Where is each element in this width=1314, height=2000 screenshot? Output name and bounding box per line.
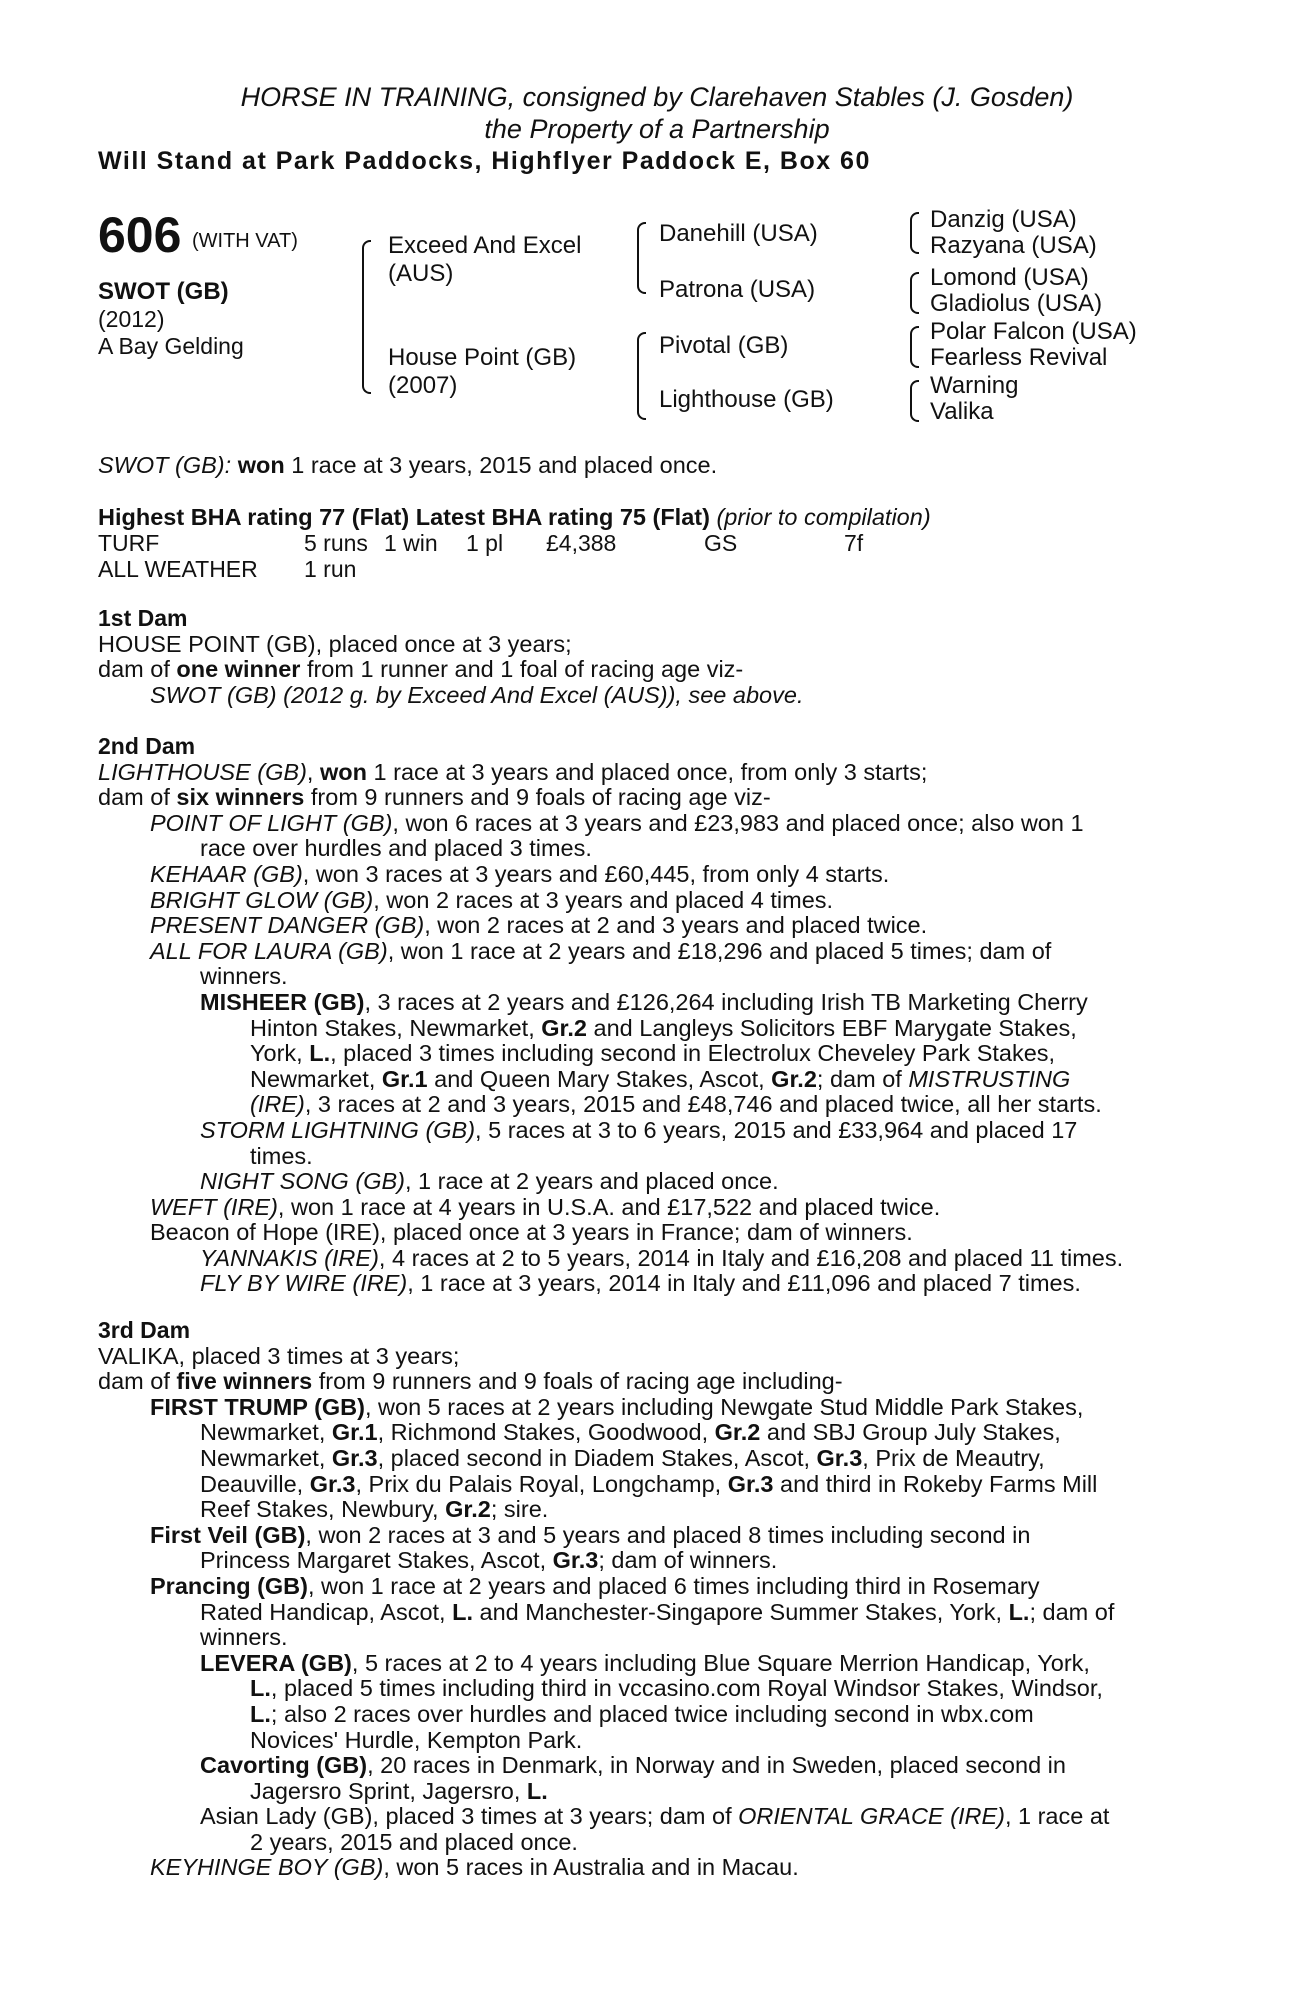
dam: House Point (GB) (2007) — [388, 344, 577, 399]
sire-sire-sire: Danzig (USA) — [930, 206, 1077, 233]
stand-location: Will Stand at Park Paddocks, Highflyer Paddock E, Box 60 — [98, 147, 871, 175]
sire-dam-dam: Gladiolus (USA) — [930, 290, 1103, 317]
brace-g3 — [910, 326, 919, 368]
brace-g4 — [910, 380, 919, 422]
first-dam-heading: 1st Dam — [98, 605, 188, 631]
sire-sire-dam: Razyana (USA) — [930, 232, 1097, 259]
ratings-line: Highest BHA rating 77 (Flat) Latest BHA rating 75 (Flat) (prior to compilation) — [98, 504, 931, 530]
sire-parents-brace — [637, 222, 646, 294]
third-dam-section: 3rd Dam VALIKA, placed 3 times at 3 years; dam of five winners from 9 runners and 9 foals of racing age including- FIRST TRUMP (GB), won 5 races at 2 years including Newgate Stud Middle Park Stakes, Newmarket, Gr.1, Richmond Stakes, Goodwood, Gr.2 and SBJ Group July Stakes, Newmarket, Gr.3, placed second in Diadem Stakes, Ascot, Gr.3, Prix de Meautry, Deauville, Gr.3, Prix du Palais Royal, Longchamp, Gr.3 and third in Rokeby Farms Mill Reef Stakes, Newbury, Gr.2; sire. First Veil (GB), won 2 races at 3 and 5 years and placed 8 times including second in Princess Margaret Stakes, Ascot, Gr.3; dam of winners. Prancing (GB), won 1 race at 2 years and placed 6 times including third in Rosemary Rated Handicap, Ascot, L. and Manchester-Singapore Summer Stakes, York, L.; dam of winners. LEVERA (GB), 5 races at 2 to 4 years including Blue Square Merrion Handicap, York, L., placed 5 times including third in vccasino.com Royal Windsor Stakes, Windsor, L.; also 2 races over hurdles and placed twice including second in wbx.com Novices' Hurdle, Kempton Park. Cavorting (GB), 20 races in Denmark, in Norway and in Sweden, placed second in Jagersro Sprint, Jagersro, L. Asian Lady (GB), placed 3 times at 3 years; dam of ORIENTAL GRACE (IRE), 1 race at 2 years, 2015 and placed once. KEYHINGE BOY (GB), won 5 races in Australia and in Macau. — [98, 1318, 1203, 1881]
second-dam-section: 2nd Dam LIGHTHOUSE (GB), won 1 race at 3 years and placed once, from only 3 starts; dam of six winners from 9 runners and 9 foals of racing age viz- POINT OF LIGHT (GB), won 6 races at 3 years and £23,983 and placed once; also won 1 race over hurdles and placed 3 times. KEHAAR (GB), won 3 races at 3 years and £60,445, from only 4 starts. BRIGHT GLOW (GB), won 2 races at 3 years and placed 4 times. PRESENT DANGER (GB), won 2 races at 2 and 3 years and placed twice. ALL FOR LAURA (GB), won 1 race at 2 years and £18,296 and placed 5 times; dam of winners. MISHEER (GB), 3 races at 2 years and £126,264 including Irish TB Marketing Cherry Hinton Stakes, Newmarket, Gr.2 and Langleys Solicitors EBF Marygate Stakes, York, L., placed 3 times including second in Electrolux Cheveley Park Stakes, Newmarket, Gr.1 and Queen Mary Stakes, Ascot, Gr.2; dam of MISTRUSTING (IRE), 3 races at 2 and 3 years, 2015 and £48,746 and placed twice, all her starts. STORM LIGHTNING (GB), 5 races at 3 to 6 years, 2015 and £33,964 and placed 17 times. NIGHT SONG (GB), 1 race at 2 years and placed once. WEFT (IRE), won 1 race at 4 years in U.S.A. and £17,522 and placed twice. Beacon of Hope (IRE), placed once at 3 years in France; dam of winners. YANNAKIS (IRE), 4 races at 2 to 5 years, 2014 in Italy and £16,208 and placed 11 times. FLY BY WIRE (IRE), 1 race at 3 years, 2014 in Italy and £11,096 and placed 7 times. — [98, 734, 1203, 1297]
second-dam-heading: 2nd Dam — [98, 733, 196, 759]
third-dam-heading: 3rd Dam — [98, 1317, 191, 1343]
horse-name: SWOT (GB) — [98, 278, 229, 305]
dam-sire-dam: Fearless Revival — [930, 344, 1108, 371]
vat-note: (WITH VAT) — [192, 230, 298, 252]
first-dam-section: 1st Dam HOUSE POINT (GB), placed once at 3 years; dam of one winner from 1 runner and 1 foal of racing age viz- SWOT (GB) (2012 g. by Exceed And Excel (AUS)), see above. — [98, 606, 1203, 708]
dam-dam-dam: Valika — [930, 398, 994, 425]
property-line: the Property of a Partnership — [484, 114, 830, 144]
race-summary: SWOT (GB): won 1 race at 3 years, 2015 and placed once. — [98, 452, 718, 478]
dam-parents-brace — [637, 332, 646, 420]
horse-description: A Bay Gelding — [98, 333, 244, 359]
dam-dam-sire: Warning — [930, 372, 1019, 399]
sire-dam-sire: Lomond (USA) — [930, 264, 1089, 291]
dam-sire-sire: Polar Falcon (USA) — [930, 318, 1137, 345]
catalogue-page: HORSE IN TRAINING, consigned by Clarehaven Stables (J. Gosden) the Property of a Partnership Will Stand at Park Paddocks, Highflyer Paddock E, Box 60 606 (WITH VAT) SWOT (GB) (2012) A Bay Gelding Exceed And Excel (AUS) House Point (GB) (2007) Danehill (USA) Patrona (USA) Pivotal (GB) Lighthouse (GB) Danzig (USA) Razyana (USA) Lomond (USA) Gladiolus (USA) Polar Falcon (USA) Fearless Revival Warning Valika SWOT (GB): won 1 race at 3 years, 2015 and placed once. Highest BHA rating 77 (Flat) Latest BHA rating 75 (Flat) (prior to compilation) TURF 5 runs 1 win 1 pl £4,388 GS 7f ALL WEATHER 1 run 1st Dam HOUSE POINT (GB), placed once at 3 years; dam of one winner from 1 runner and 1 foal of racing age viz- SWOT (GB) (2012 g. by Exceed And Excel (AUS)), see above. 2nd Dam LIGHTHOUSE (GB), won 1 race at 3 years and placed once, from only 3 starts; dam of six winners from 9 runners and 9 foals of racing age viz- POINT OF LIGHT (GB), won 6 races at 3 years and £23,983 and placed once; also won 1 race over hurdles and placed 3 times. KEHAAR (GB), won 3 races at 3 years and £60,445, from only 4 starts. BRIGHT GLOW (GB), won 2 races at 3 years and placed 4 times. PRESENT DANGER (GB), won 2 races at 2 and 3 years and placed twice. ALL FOR LAURA (GB), won 1 race at 2 years and £18,296 and placed 5 times; dam of winners. MISHEER (GB), 3 races at 2 years and £126,264 including Irish TB Marketing Cherry Hinton Stakes, Newmarket, Gr.2 and Langleys Solicitors EBF Marygate Stakes, York, L., placed 3 times including second in Electrolux Cheveley Park Stakes, Newmarket, Gr.1 and Queen Mary Stakes, Ascot, Gr.2; dam of MISTRUSTING (IRE), 3 races at 2 and 3 years, 2015 and £48,746 and placed twice, all her starts. STORM LIGHTNING (GB), 5 races at 3 to 6 years, 2015 and £33,964 and placed 17 times. NIGHT SONG (GB), 1 race at 2 years and placed once. WEFT (IRE), won 1 race at 4 years in U.S.A. and £17,522 and placed twice. Beacon of Hope (IRE), placed once at 3 years in France; dam of winners. YANNAKIS (IRE), 4 races at 2 to 5 years, 2014 in Italy and £16,208 and placed 11 times. FLY BY WIRE (IRE), 1 race at 3 years, 2014 in Italy and £11,096 and placed 7 times. 3rd Dam VALIKA, placed 3 times at 3 years; dam of five winners from 9 runners and 9 foals of racing age including- FIRST TRUMP (GB), won 5 races at 2 years including Newgate Stud Middle Park Stakes, Newmarket, Gr.1, Richmond Stakes, Goodwood, Gr.2 and SBJ Group July Stakes, Newmarket, Gr.3, placed second in Diadem Stakes, Ascot, Gr.3, Prix de Meautry, Deauville, Gr.3, Prix du Palais Royal, Longchamp, Gr.3 and third in Rokeby Farms Mill Reef Stakes, Newbury, Gr.2; sire. First Veil (GB), won 2 races at 3 and 5 years and placed 8 times including second in Princess Margaret Stakes, Ascot, Gr.3; dam of winners. Prancing (GB), won 1 race at 2 years and placed 6 times including third in Rosemary Rated Handicap, Ascot, L. and Manchester-Singapore Summer Stakes, York, L.; dam of winners. LEVERA (GB), 5 races at 2 to 4 years including Blue Square Merrion Handicap, York, L., placed 5 times including third in vccasino.com Royal Windsor Stakes, Windsor, L.; also 2 races over hurdles and placed twice including second in wbx.com Novices' Hurdle, Kempton Park. Cavorting (GB), 20 races in Denmark, in Norway and in Sweden, placed second in Jagersro Sprint, Jagersro, L. Asian Lady (GB), placed 3 times at 3 years; dam of ORIENTAL GRACE (IRE), 1 race at 2 years, 2015 and placed once. KEYHINGE BOY (GB), won 5 races in Australia and in Macau. — [0, 0, 1314, 2000]
dam-sire: Pivotal (GB) — [659, 332, 789, 359]
sire-sire: Danehill (USA) — [659, 220, 818, 247]
sire: Exceed And Excel (AUS) — [388, 232, 582, 287]
consignor-line: HORSE IN TRAINING, consigned by Clarehaven Stables (J. Gosden) — [240, 82, 1074, 112]
brace-g2 — [910, 272, 919, 314]
dam-dam: Lighthouse (GB) — [659, 386, 834, 413]
brace-g1 — [910, 212, 919, 254]
sire-dam: Patrona (USA) — [659, 276, 816, 303]
sire-dam-brace — [362, 240, 371, 394]
lot-number: 606 — [98, 207, 182, 263]
foaling-year: (2012) — [98, 306, 165, 332]
